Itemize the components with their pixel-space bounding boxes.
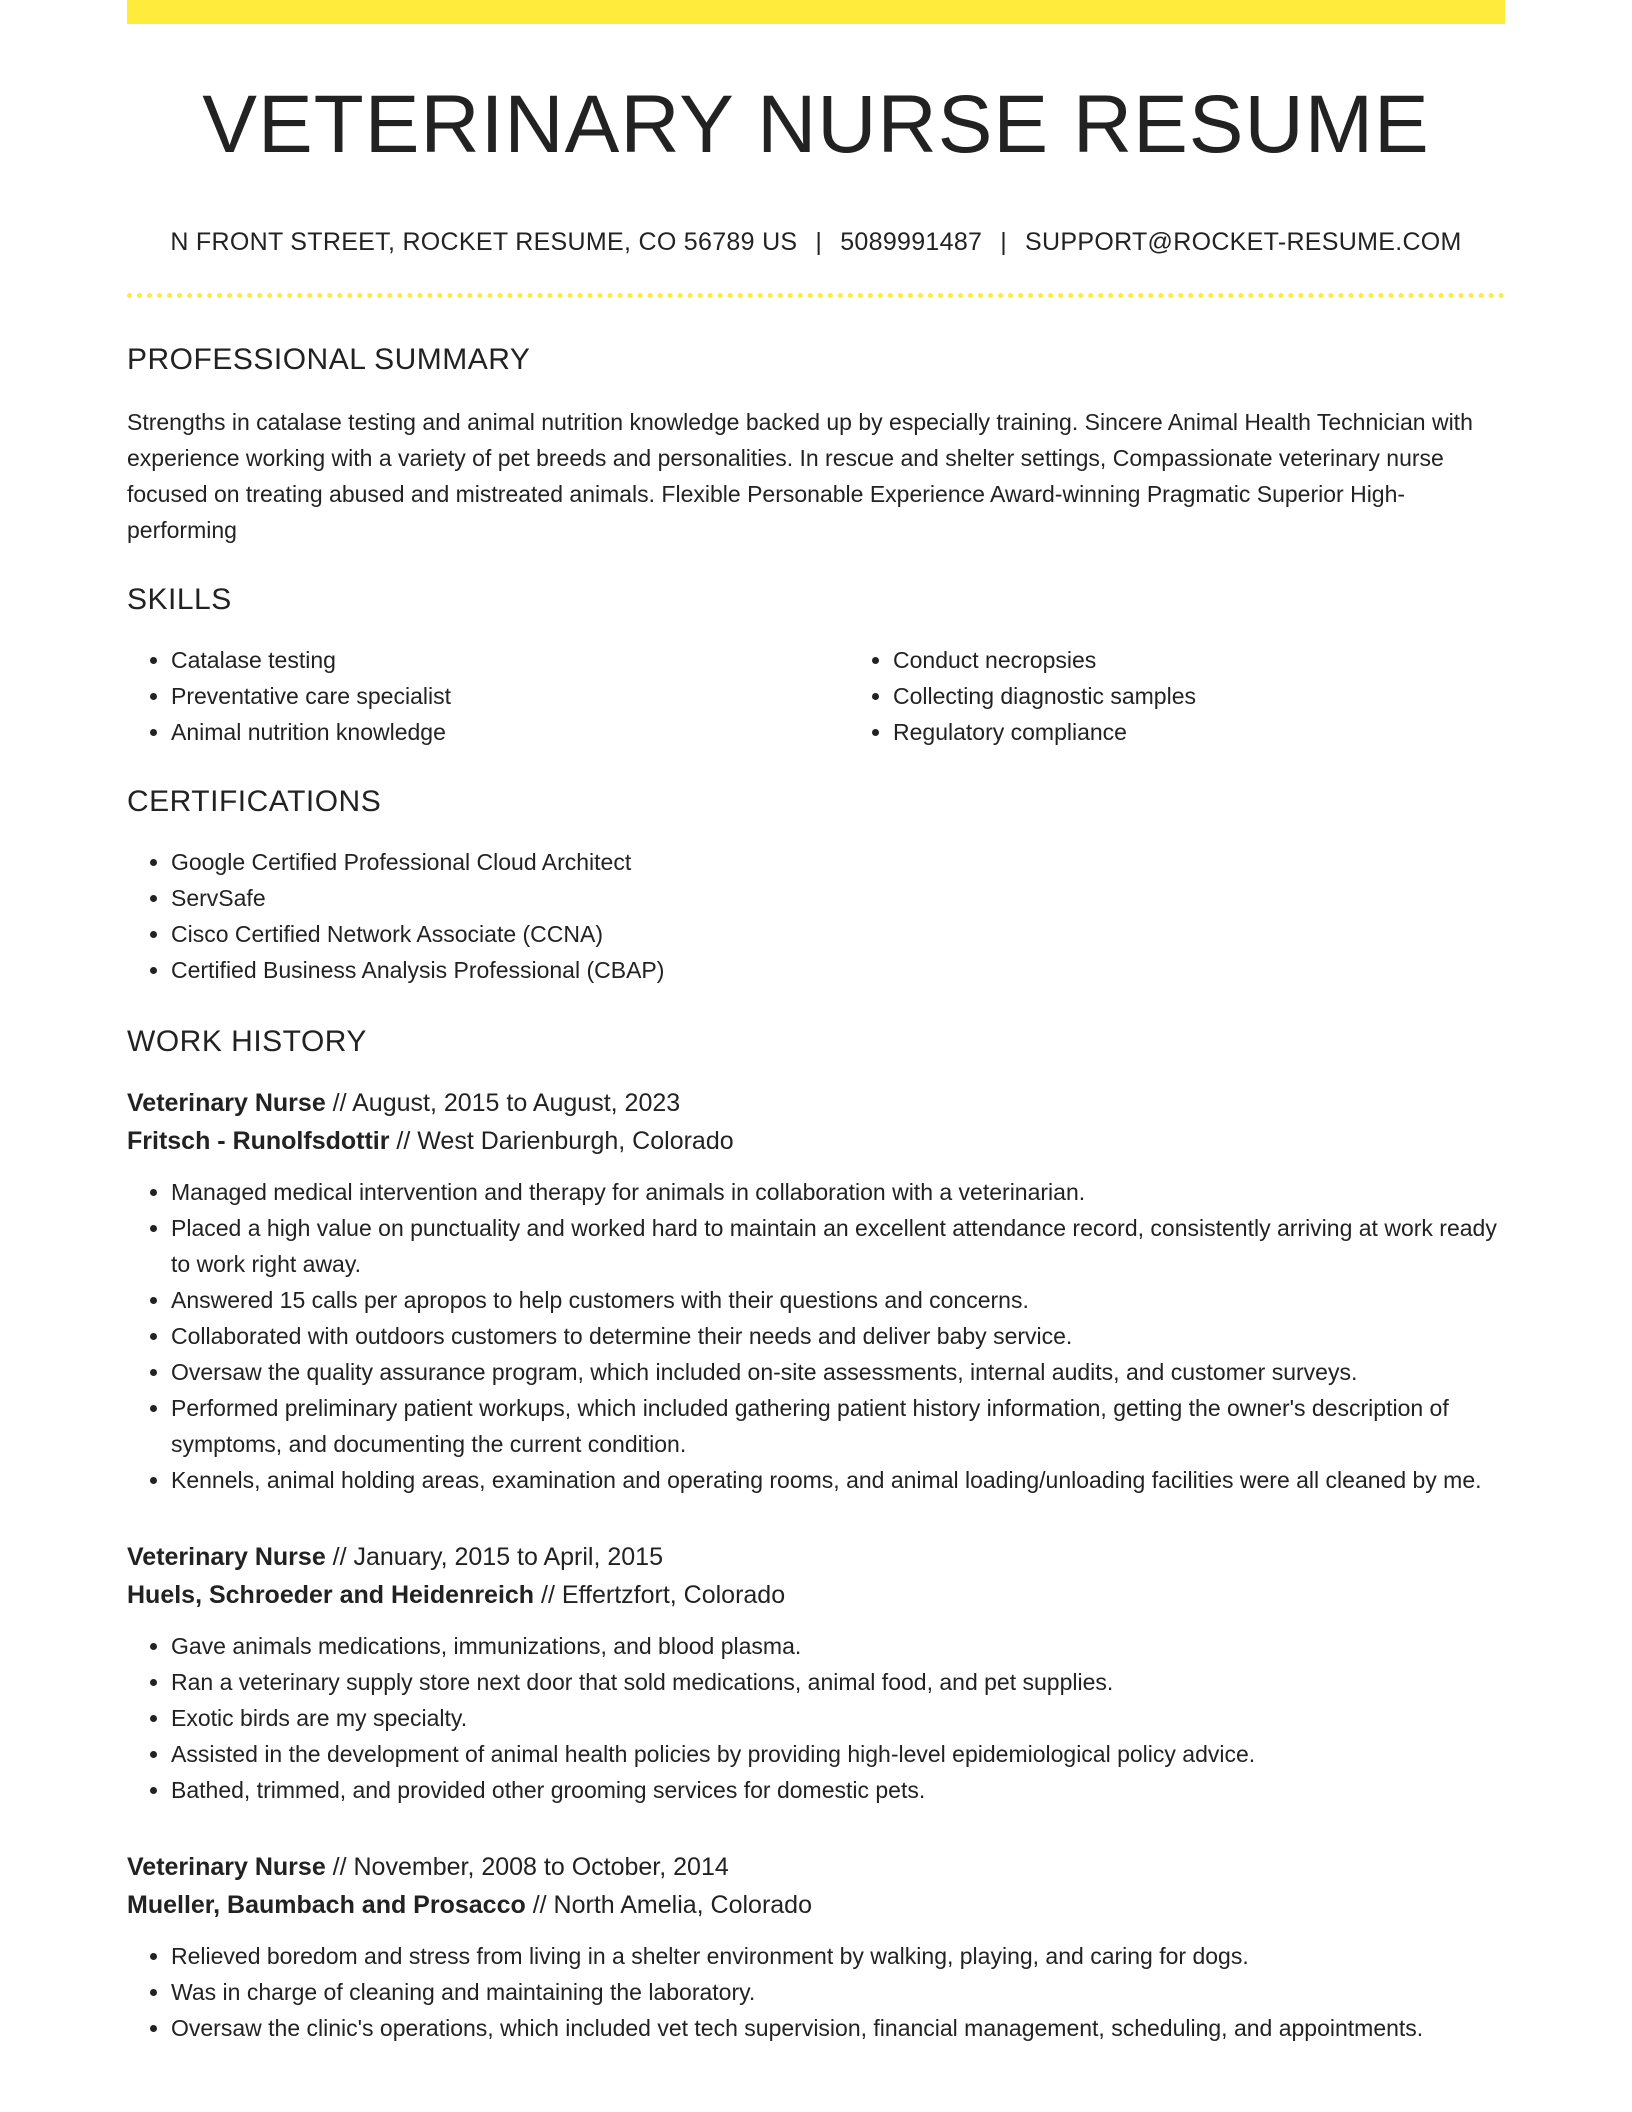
job-company-line (127, 1576, 1505, 1614)
contact-phone: 5089991487 (840, 228, 983, 257)
job-title-line (127, 1848, 1505, 1886)
job-bullet-list (127, 1628, 1505, 1808)
work-history-list (127, 1084, 1505, 2046)
certification-item: • Cisco Certified Network Associate (CCNA) (171, 916, 1505, 952)
job-bullet: • Placed a high value on punctuality and worked hard to maintain an excellent attendance record, consistently arriving at work ready to work right away. (171, 1210, 1505, 1282)
contact-separator: | (815, 228, 823, 257)
skill-item: • Conduct necropsies (893, 642, 1571, 678)
job-bullet: • Answered 15 calls per apropos to help customers with their questions and concerns. (171, 1282, 1505, 1318)
certification-item: • Google Certified Professional Cloud Architect (171, 844, 1505, 880)
job-entry (127, 1538, 1505, 1808)
certification-item: • Certified Business Analysis Professional (CBAP) (171, 952, 1505, 988)
job-dates: // November, 2008 to October, 2014 (325, 1853, 729, 1882)
skill-item: • Animal nutrition knowledge (171, 714, 849, 750)
job-dates: // August, 2015 to August, 2023 (325, 1089, 681, 1118)
job-bullet: • Kennels, animal holding areas, examination and operating rooms, and animal loading/unloading facilities were all cleaned by me. (171, 1462, 1505, 1498)
job-bullet-list (127, 1938, 1505, 2046)
certifications-heading: CERTIFICATIONS (127, 785, 382, 819)
skills-grid (127, 642, 1505, 750)
job-bullet-list (127, 1174, 1505, 1498)
job-entry (127, 1084, 1505, 1498)
job-bullet: • Ran a veterinary supply store next door that sold medications, animal food, and pet supplies. (171, 1664, 1505, 1700)
job-location: // North Amelia, Colorado (525, 1891, 812, 1920)
job-bullet: • Relieved boredom and stress from living in a shelter environment by walking, playing, and caring for dogs. (171, 1938, 1505, 1974)
job-location: // Effertzfort, Colorado (534, 1581, 786, 1610)
job-entry (127, 1848, 1505, 2046)
contact-line (127, 228, 1505, 257)
job-title: Veterinary Nurse (127, 1853, 326, 1882)
contact-separator: | (1000, 228, 1008, 257)
job-title: Veterinary Nurse (127, 1543, 326, 1572)
job-title-line (127, 1084, 1505, 1122)
skills-list-left (127, 642, 849, 750)
job-bullet: • Gave animals medications, immunizations, and blood plasma. (171, 1628, 1505, 1664)
job-bullet: • Bathed, trimmed, and provided other grooming services for domestic pets. (171, 1772, 1505, 1808)
job-dates: // January, 2015 to April, 2015 (325, 1543, 663, 1572)
job-company: Fritsch - Runolfsdottir (127, 1127, 390, 1156)
skill-item: • Catalase testing (171, 642, 849, 678)
job-company-line (127, 1886, 1505, 1924)
work-history-heading: WORK HISTORY (127, 1025, 367, 1059)
resume-page (127, 0, 1505, 2046)
job-bullet: • Managed medical intervention and therapy for animals in collaboration with a veterinarian. (171, 1174, 1505, 1210)
top-accent-bar (127, 0, 1505, 24)
skill-item: • Preventative care specialist (171, 678, 849, 714)
certification-item: • ServSafe (171, 880, 1505, 916)
skills-list-right (849, 642, 1571, 750)
skills-heading: SKILLS (127, 583, 232, 617)
contact-address: N FRONT STREET, ROCKET RESUME, CO 56789 US (170, 228, 798, 257)
job-bullet: • Performed preliminary patient workups, which included gathering patient history information, getting the owner's description of symptoms, and documenting the current condition. (171, 1390, 1505, 1462)
job-bullet: • Oversaw the quality assurance program, which included on-site assessments, internal audits, and customer surveys. (171, 1354, 1505, 1390)
skill-item: • Regulatory compliance (893, 714, 1571, 750)
contact-email: SUPPORT@ROCKET-RESUME.COM (1025, 228, 1462, 257)
skill-item: • Collecting diagnostic samples (893, 678, 1571, 714)
job-company-line (127, 1122, 1505, 1160)
job-company: Mueller, Baumbach and Prosacco (127, 1891, 526, 1920)
job-title: Veterinary Nurse (127, 1089, 326, 1118)
summary-text: Strengths in catalase testing and animal nutrition knowledge backed up by especially training. Sincere Animal Health Technician with experience working with a variety of pet breeds and personalities. In rescue and shelter settings, Compassionate veterinary nurse focused on treating abused and mistreated animals. Flexible Personable Experience Award-winning Pragmatic Superior High-performing (127, 409, 1473, 544)
job-bullet: • Was in charge of cleaning and maintaining the laboratory. (171, 1974, 1505, 2010)
job-bullet: • Oversaw the clinic's operations, which included vet tech supervision, financial management, scheduling, and appointments. (171, 2010, 1505, 2046)
dotted-divider (127, 293, 1505, 298)
job-company: Huels, Schroeder and Heidenreich (127, 1581, 535, 1610)
job-bullet: • Collaborated with outdoors customers to determine their needs and deliver baby service. (171, 1318, 1505, 1354)
job-bullet: • Exotic birds are my specialty. (171, 1700, 1505, 1736)
page-title: VETERINARY NURSE RESUME (202, 79, 1430, 170)
job-title-line (127, 1538, 1505, 1576)
job-location: // West Darienburgh, Colorado (389, 1127, 734, 1156)
summary-heading: PROFESSIONAL SUMMARY (127, 343, 531, 377)
job-bullet: • Assisted in the development of animal health policies by providing high-level epidemiological policy advice. (171, 1736, 1505, 1772)
certifications-list (127, 844, 1505, 988)
